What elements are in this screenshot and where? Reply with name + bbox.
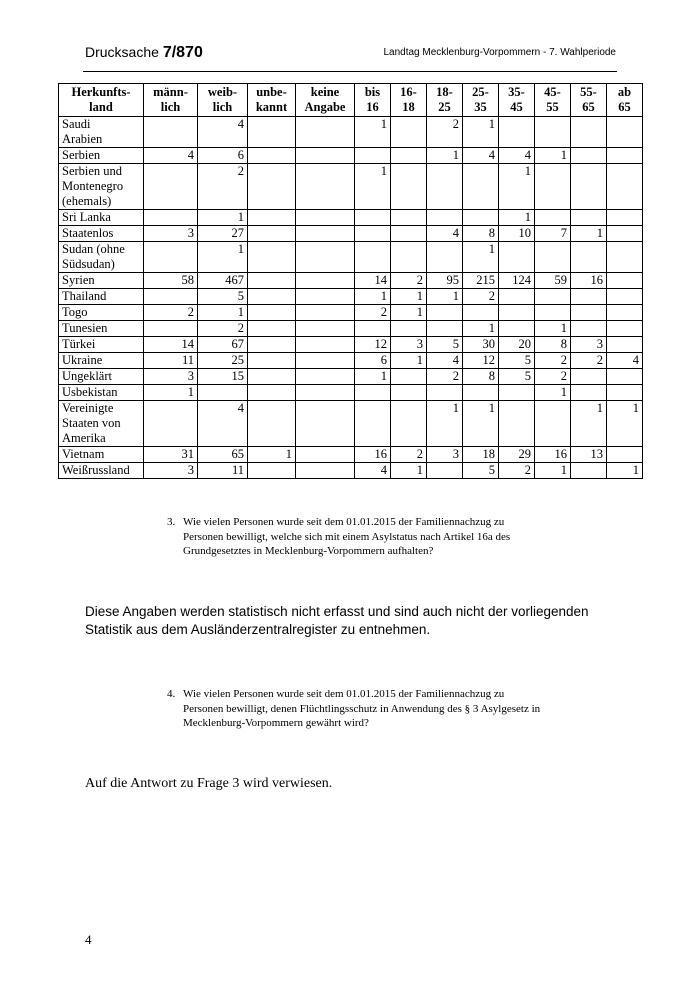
table-body — [59, 117, 643, 479]
country-cell: Serbien und Montenegro (ehemals) — [59, 164, 144, 210]
value-cell: 6 — [355, 353, 391, 369]
value-cell: 16 — [535, 447, 571, 463]
value-cell — [198, 385, 248, 401]
value-cell: 2 — [535, 369, 571, 385]
table-row — [59, 210, 643, 226]
value-cell: 1 — [391, 305, 427, 321]
value-cell: 1 — [463, 321, 499, 337]
country-cell: Staatenlos — [59, 226, 144, 242]
value-cell: 1 — [427, 148, 463, 164]
value-cell: 3 — [144, 463, 198, 479]
country-cell: Sri Lanka — [59, 210, 144, 226]
value-cell: 15 — [198, 369, 248, 385]
question-4 — [167, 687, 547, 731]
question-3-number: 3. — [167, 516, 176, 528]
value-cell — [391, 210, 427, 226]
value-cell — [571, 305, 607, 321]
value-cell — [499, 117, 535, 148]
value-cell — [571, 242, 607, 273]
column-header: Herkunfts- land — [59, 84, 144, 117]
doc-prefix: Drucksache — [85, 44, 163, 60]
value-cell: 4 — [427, 226, 463, 242]
value-cell — [427, 242, 463, 273]
value-cell — [607, 447, 643, 463]
value-cell — [248, 385, 296, 401]
column-header: 35- 45 — [499, 84, 535, 117]
value-cell: 8 — [535, 337, 571, 353]
table-row — [59, 463, 643, 479]
value-cell — [296, 210, 355, 226]
country-cell: Usbekistan — [59, 385, 144, 401]
answer-3: Diese Angaben werden statistisch nicht erfasst und sind auch nicht der vorliegenden Statistik aus dem Ausländerzentralregister zu entnehmen. — [85, 604, 589, 637]
table-header-row — [59, 84, 643, 117]
value-cell: 59 — [535, 273, 571, 289]
value-cell — [391, 226, 427, 242]
column-header: ab 65 — [607, 84, 643, 117]
document-number — [85, 44, 203, 62]
table-row — [59, 289, 643, 305]
value-cell: 1 — [463, 242, 499, 273]
value-cell — [535, 401, 571, 447]
value-cell — [355, 210, 391, 226]
value-cell — [391, 321, 427, 337]
value-cell: 5 — [499, 353, 535, 369]
value-cell — [355, 321, 391, 337]
table-row — [59, 353, 643, 369]
column-header: bis 16 — [355, 84, 391, 117]
value-cell: 5 — [499, 369, 535, 385]
column-header: 18- 25 — [427, 84, 463, 117]
value-cell: 30 — [463, 337, 499, 353]
value-cell — [296, 305, 355, 321]
header-rule — [83, 71, 617, 72]
value-cell — [248, 305, 296, 321]
value-cell — [248, 353, 296, 369]
value-cell — [427, 305, 463, 321]
value-cell: 1 — [198, 305, 248, 321]
value-cell — [248, 369, 296, 385]
value-cell: 5 — [198, 289, 248, 305]
value-cell — [607, 210, 643, 226]
value-cell: 124 — [499, 273, 535, 289]
value-cell: 29 — [499, 447, 535, 463]
value-cell: 65 — [198, 447, 248, 463]
value-cell — [463, 305, 499, 321]
value-cell: 1 — [355, 117, 391, 148]
value-cell — [427, 164, 463, 210]
value-cell — [391, 148, 427, 164]
value-cell: 12 — [355, 337, 391, 353]
value-cell — [144, 164, 198, 210]
country-cell: Ukraine — [59, 353, 144, 369]
value-cell — [463, 164, 499, 210]
country-cell: Syrien — [59, 273, 144, 289]
table-row — [59, 385, 643, 401]
value-cell: 4 — [463, 148, 499, 164]
value-cell: 3 — [571, 337, 607, 353]
value-cell — [296, 447, 355, 463]
value-cell — [391, 385, 427, 401]
value-cell — [248, 148, 296, 164]
value-cell: 4 — [198, 117, 248, 148]
value-cell: 1 — [391, 353, 427, 369]
value-cell — [607, 226, 643, 242]
value-cell: 4 — [499, 148, 535, 164]
value-cell: 16 — [571, 273, 607, 289]
value-cell: 14 — [144, 337, 198, 353]
value-cell: 27 — [198, 226, 248, 242]
value-cell — [427, 210, 463, 226]
value-cell: 13 — [571, 447, 607, 463]
value-cell — [296, 369, 355, 385]
value-cell: 2 — [198, 164, 248, 210]
value-cell — [144, 321, 198, 337]
country-cell: Türkei — [59, 337, 144, 353]
value-cell — [571, 369, 607, 385]
value-cell — [248, 210, 296, 226]
value-cell: 2 — [427, 117, 463, 148]
column-header: 16- 18 — [391, 84, 427, 117]
value-cell: 18 — [463, 447, 499, 463]
value-cell: 1 — [355, 289, 391, 305]
table-row — [59, 305, 643, 321]
country-cell: Weißrussland — [59, 463, 144, 479]
value-cell — [248, 117, 296, 148]
value-cell: 31 — [144, 447, 198, 463]
value-cell: 1 — [499, 210, 535, 226]
value-cell: 3 — [427, 447, 463, 463]
value-cell: 5 — [427, 337, 463, 353]
value-cell — [607, 117, 643, 148]
value-cell — [499, 305, 535, 321]
value-cell — [296, 117, 355, 148]
value-cell — [296, 321, 355, 337]
value-cell — [248, 273, 296, 289]
value-cell: 1 — [607, 401, 643, 447]
value-cell: 3 — [391, 337, 427, 353]
country-cell: Saudi Arabien — [59, 117, 144, 148]
value-cell: 8 — [463, 226, 499, 242]
value-cell: 1 — [535, 321, 571, 337]
value-cell — [144, 401, 198, 447]
value-cell — [535, 117, 571, 148]
value-cell: 1 — [355, 369, 391, 385]
value-cell — [499, 321, 535, 337]
column-header: weib- lich — [198, 84, 248, 117]
value-cell: 4 — [607, 353, 643, 369]
table-row — [59, 369, 643, 385]
table-row — [59, 401, 643, 447]
value-cell — [571, 210, 607, 226]
value-cell — [391, 164, 427, 210]
value-cell: 1 — [391, 463, 427, 479]
question-4-number: 4. — [167, 688, 176, 700]
value-cell — [427, 321, 463, 337]
value-cell: 16 — [355, 447, 391, 463]
value-cell — [248, 164, 296, 210]
value-cell: 1 — [427, 289, 463, 305]
value-cell — [391, 369, 427, 385]
value-cell: 1 — [198, 242, 248, 273]
value-cell: 3 — [144, 369, 198, 385]
value-cell — [463, 385, 499, 401]
value-cell — [296, 337, 355, 353]
value-cell: 1 — [535, 463, 571, 479]
country-cell: Vietnam — [59, 447, 144, 463]
column-header: männ- lich — [144, 84, 198, 117]
page-header — [85, 44, 616, 64]
table-row — [59, 273, 643, 289]
value-cell — [499, 385, 535, 401]
value-cell — [391, 401, 427, 447]
value-cell — [607, 242, 643, 273]
value-cell — [607, 164, 643, 210]
value-cell: 14 — [355, 273, 391, 289]
country-cell: Thailand — [59, 289, 144, 305]
value-cell: 95 — [427, 273, 463, 289]
value-cell: 3 — [144, 226, 198, 242]
value-cell: 11 — [144, 353, 198, 369]
country-cell: Vereinigte Staaten von Amerika — [59, 401, 144, 447]
value-cell: 215 — [463, 273, 499, 289]
doc-number: 7/870 — [162, 44, 203, 61]
table-row — [59, 242, 643, 273]
table-row — [59, 148, 643, 164]
value-cell — [571, 463, 607, 479]
value-cell — [607, 321, 643, 337]
value-cell: 1 — [391, 289, 427, 305]
value-cell — [296, 353, 355, 369]
table-row — [59, 117, 643, 148]
statistics-table — [58, 83, 643, 479]
value-cell — [355, 242, 391, 273]
table-row — [59, 447, 643, 463]
value-cell — [248, 242, 296, 273]
value-cell — [607, 369, 643, 385]
value-cell: 2 — [391, 273, 427, 289]
value-cell: 1 — [535, 385, 571, 401]
value-cell — [427, 463, 463, 479]
value-cell — [607, 289, 643, 305]
value-cell: 20 — [499, 337, 535, 353]
answer-4: Auf die Antwort zu Frage 3 wird verwiesen. — [85, 776, 333, 791]
value-cell: 2 — [355, 305, 391, 321]
value-cell — [248, 321, 296, 337]
table-row — [59, 164, 643, 210]
value-cell: 1 — [198, 210, 248, 226]
value-cell: 2 — [463, 289, 499, 305]
value-cell: 2 — [535, 353, 571, 369]
value-cell — [571, 385, 607, 401]
value-cell — [144, 289, 198, 305]
value-cell — [535, 242, 571, 273]
value-cell — [499, 289, 535, 305]
value-cell — [248, 337, 296, 353]
value-cell: 1 — [248, 447, 296, 463]
value-cell — [391, 242, 427, 273]
country-cell: Togo — [59, 305, 144, 321]
value-cell — [296, 273, 355, 289]
value-cell: 2 — [391, 447, 427, 463]
value-cell: 10 — [499, 226, 535, 242]
value-cell: 467 — [198, 273, 248, 289]
value-cell — [355, 401, 391, 447]
value-cell: 67 — [198, 337, 248, 353]
value-cell — [296, 289, 355, 305]
value-cell — [144, 117, 198, 148]
value-cell: 2 — [198, 321, 248, 337]
value-cell — [296, 463, 355, 479]
value-cell: 6 — [198, 148, 248, 164]
question-4-text: Wie vielen Personen wurde seit dem 01.01.2015 der Familiennachzug zu Personen bewilligt, denen Flüchtlingsschutz in Anwendung des § 3 Asylgesetz in Mecklenburg-Vorpommern gewährt wird? — [183, 688, 541, 729]
table-row — [59, 321, 643, 337]
value-cell — [499, 401, 535, 447]
table-row — [59, 337, 643, 353]
value-cell: 2 — [427, 369, 463, 385]
value-cell — [144, 242, 198, 273]
value-cell: 1 — [535, 148, 571, 164]
value-cell — [607, 337, 643, 353]
value-cell — [296, 401, 355, 447]
value-cell: 1 — [607, 463, 643, 479]
value-cell — [296, 164, 355, 210]
value-cell — [248, 226, 296, 242]
value-cell: 4 — [427, 353, 463, 369]
value-cell — [296, 226, 355, 242]
value-cell — [607, 385, 643, 401]
column-header: 45- 55 — [535, 84, 571, 117]
value-cell — [296, 242, 355, 273]
value-cell — [571, 289, 607, 305]
value-cell: 2 — [571, 353, 607, 369]
value-cell: 1 — [427, 401, 463, 447]
value-cell — [248, 401, 296, 447]
value-cell: 2 — [144, 305, 198, 321]
value-cell — [535, 210, 571, 226]
value-cell — [296, 385, 355, 401]
value-cell — [355, 385, 391, 401]
value-cell — [427, 385, 463, 401]
value-cell — [248, 463, 296, 479]
country-cell: Tunesien — [59, 321, 144, 337]
value-cell: 1 — [463, 117, 499, 148]
value-cell — [607, 148, 643, 164]
value-cell: 11 — [198, 463, 248, 479]
column-header: 55- 65 — [571, 84, 607, 117]
value-cell — [571, 164, 607, 210]
value-cell — [144, 210, 198, 226]
value-cell — [296, 148, 355, 164]
value-cell — [463, 210, 499, 226]
value-cell — [355, 148, 391, 164]
value-cell: 4 — [198, 401, 248, 447]
country-cell: Sudan (ohne Südsudan) — [59, 242, 144, 273]
value-cell — [535, 164, 571, 210]
value-cell — [607, 305, 643, 321]
value-cell — [535, 289, 571, 305]
value-cell: 1 — [499, 164, 535, 210]
value-cell: 25 — [198, 353, 248, 369]
value-cell: 2 — [499, 463, 535, 479]
column-header: unbe- kannt — [248, 84, 296, 117]
value-cell — [248, 289, 296, 305]
country-cell: Ungeklärt — [59, 369, 144, 385]
value-cell: 58 — [144, 273, 198, 289]
value-cell — [571, 148, 607, 164]
question-3 — [167, 515, 547, 559]
value-cell — [607, 273, 643, 289]
value-cell: 1 — [571, 226, 607, 242]
column-header: 25- 35 — [463, 84, 499, 117]
parliament-name: Landtag Mecklenburg-Vorpommern - 7. Wahlperiode — [383, 47, 616, 58]
value-cell: 7 — [535, 226, 571, 242]
value-cell: 1 — [355, 164, 391, 210]
value-cell — [571, 117, 607, 148]
country-cell: Serbien — [59, 148, 144, 164]
value-cell: 1 — [463, 401, 499, 447]
value-cell — [355, 226, 391, 242]
table-row — [59, 226, 643, 242]
value-cell — [391, 117, 427, 148]
value-cell — [535, 305, 571, 321]
value-cell: 4 — [355, 463, 391, 479]
page-number: 4 — [85, 932, 92, 947]
value-cell: 1 — [571, 401, 607, 447]
value-cell: 4 — [144, 148, 198, 164]
column-header: keine Angabe — [296, 84, 355, 117]
value-cell: 8 — [463, 369, 499, 385]
value-cell: 5 — [463, 463, 499, 479]
value-cell — [571, 321, 607, 337]
question-3-text: Wie vielen Personen wurde seit dem 01.01.2015 der Familiennachzug zu Personen bewilligt, welche sich mit einem Asylstatus nach Artikel 16a des Grundgesetztes in Mecklenburg-Vorpommern aufhalten? — [183, 516, 511, 557]
value-cell — [499, 242, 535, 273]
value-cell: 1 — [144, 385, 198, 401]
value-cell: 12 — [463, 353, 499, 369]
